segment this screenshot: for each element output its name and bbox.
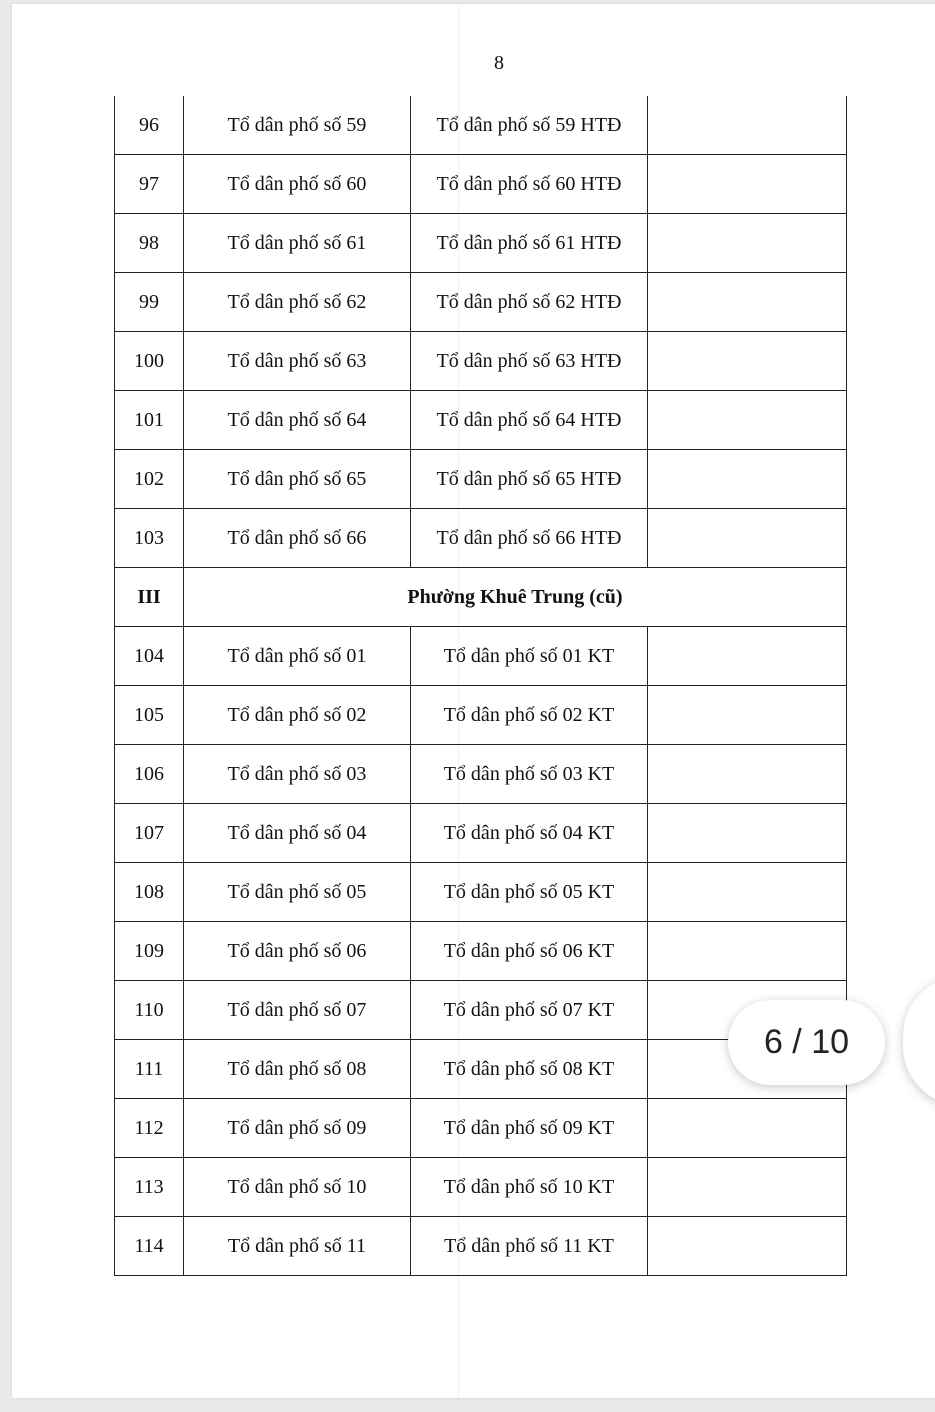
- table-row: [115, 745, 847, 804]
- note-cell: [648, 863, 847, 922]
- note-cell: [648, 509, 847, 568]
- new-name-cell: Tổ dân phố số 63 HTĐ: [411, 332, 648, 391]
- note-cell: [648, 332, 847, 391]
- page-number: 8: [494, 52, 504, 74]
- new-name-cell: Tổ dân phố số 08 KT: [411, 1040, 648, 1099]
- row-number: 112: [115, 1099, 184, 1158]
- note-cell: [648, 273, 847, 332]
- new-name-cell: Tổ dân phố số 02 KT: [411, 686, 648, 745]
- old-name-cell: Tổ dân phố số 05: [184, 863, 411, 922]
- table-row: [115, 922, 847, 981]
- row-number: 99: [115, 273, 184, 332]
- new-name-cell: Tổ dân phố số 11 KT: [411, 1217, 648, 1276]
- table-row: [115, 1217, 847, 1276]
- note-cell: [648, 391, 847, 450]
- row-number: 107: [115, 804, 184, 863]
- new-name-cell: Tổ dân phố số 64 HTĐ: [411, 391, 648, 450]
- note-cell: [648, 804, 847, 863]
- old-name-cell: Tổ dân phố số 09: [184, 1099, 411, 1158]
- old-name-cell: Tổ dân phố số 04: [184, 804, 411, 863]
- table-row: [115, 214, 847, 273]
- row-number: 108: [115, 863, 184, 922]
- new-name-cell: Tổ dân phố số 59 HTĐ: [411, 96, 648, 155]
- table-row: [115, 1099, 847, 1158]
- note-cell: [648, 627, 847, 686]
- old-name-cell: Tổ dân phố số 11: [184, 1217, 411, 1276]
- old-name-cell: Tổ dân phố số 63: [184, 332, 411, 391]
- table-body: [115, 96, 847, 1276]
- note-cell: [648, 450, 847, 509]
- row-number: 114: [115, 1217, 184, 1276]
- old-name-cell: Tổ dân phố số 61: [184, 214, 411, 273]
- new-name-cell: Tổ dân phố số 62 HTĐ: [411, 273, 648, 332]
- row-number: 101: [115, 391, 184, 450]
- new-name-cell: Tổ dân phố số 09 KT: [411, 1099, 648, 1158]
- row-number: 113: [115, 1158, 184, 1217]
- note-cell: [648, 1099, 847, 1158]
- new-name-cell: Tổ dân phố số 66 HTĐ: [411, 509, 648, 568]
- table-row: [115, 450, 847, 509]
- new-name-cell: Tổ dân phố số 06 KT: [411, 922, 648, 981]
- row-number: 103: [115, 509, 184, 568]
- old-name-cell: Tổ dân phố số 08: [184, 1040, 411, 1099]
- old-name-cell: Tổ dân phố số 59: [184, 96, 411, 155]
- table-row: [115, 391, 847, 450]
- section-number: III: [115, 568, 184, 627]
- table-row: [115, 155, 847, 214]
- old-name-cell: Tổ dân phố số 10: [184, 1158, 411, 1217]
- table-row: [115, 273, 847, 332]
- old-name-cell: Tổ dân phố số 66: [184, 509, 411, 568]
- new-name-cell: Tổ dân phố số 61 HTĐ: [411, 214, 648, 273]
- new-name-cell: Tổ dân phố số 65 HTĐ: [411, 450, 648, 509]
- row-number: 106: [115, 745, 184, 804]
- table-row: [115, 1158, 847, 1217]
- old-name-cell: Tổ dân phố số 06: [184, 922, 411, 981]
- new-name-cell: Tổ dân phố số 01 KT: [411, 627, 648, 686]
- table-row: [115, 332, 847, 391]
- row-number: 100: [115, 332, 184, 391]
- residential-groups-table: [114, 96, 847, 1276]
- new-name-cell: Tổ dân phố số 04 KT: [411, 804, 648, 863]
- table-row: [115, 509, 847, 568]
- old-name-cell: Tổ dân phố số 03: [184, 745, 411, 804]
- note-cell: [648, 686, 847, 745]
- table-row: [115, 96, 847, 155]
- new-name-cell: Tổ dân phố số 10 KT: [411, 1158, 648, 1217]
- row-number: 98: [115, 214, 184, 273]
- old-name-cell: Tổ dân phố số 60: [184, 155, 411, 214]
- table-row: [115, 686, 847, 745]
- row-number: 102: [115, 450, 184, 509]
- old-name-cell: Tổ dân phố số 62: [184, 273, 411, 332]
- old-name-cell: Tổ dân phố số 64: [184, 391, 411, 450]
- old-name-cell: Tổ dân phố số 02: [184, 686, 411, 745]
- row-number: 97: [115, 155, 184, 214]
- note-cell: [648, 745, 847, 804]
- note-cell: [648, 922, 847, 981]
- new-name-cell: Tổ dân phố số 60 HTĐ: [411, 155, 648, 214]
- note-cell: [648, 1217, 847, 1276]
- new-name-cell: Tổ dân phố số 05 KT: [411, 863, 648, 922]
- row-number: 104: [115, 627, 184, 686]
- table-row: [115, 804, 847, 863]
- old-name-cell: Tổ dân phố số 07: [184, 981, 411, 1040]
- table-row: [115, 627, 847, 686]
- row-number: 96: [115, 96, 184, 155]
- row-number: 111: [115, 1040, 184, 1099]
- note-cell: [648, 1158, 847, 1217]
- page-indicator: 6 / 10: [728, 1000, 885, 1085]
- note-cell: [648, 155, 847, 214]
- new-name-cell: Tổ dân phố số 07 KT: [411, 981, 648, 1040]
- row-number: 105: [115, 686, 184, 745]
- section-row: [115, 568, 847, 627]
- old-name-cell: Tổ dân phố số 65: [184, 450, 411, 509]
- note-cell: [648, 214, 847, 273]
- new-name-cell: Tổ dân phố số 03 KT: [411, 745, 648, 804]
- section-title: Phường Khuê Trung (cũ): [184, 568, 847, 627]
- note-cell: [648, 96, 847, 155]
- old-name-cell: Tổ dân phố số 01: [184, 627, 411, 686]
- row-number: 110: [115, 981, 184, 1040]
- table-row: [115, 863, 847, 922]
- row-number: 109: [115, 922, 184, 981]
